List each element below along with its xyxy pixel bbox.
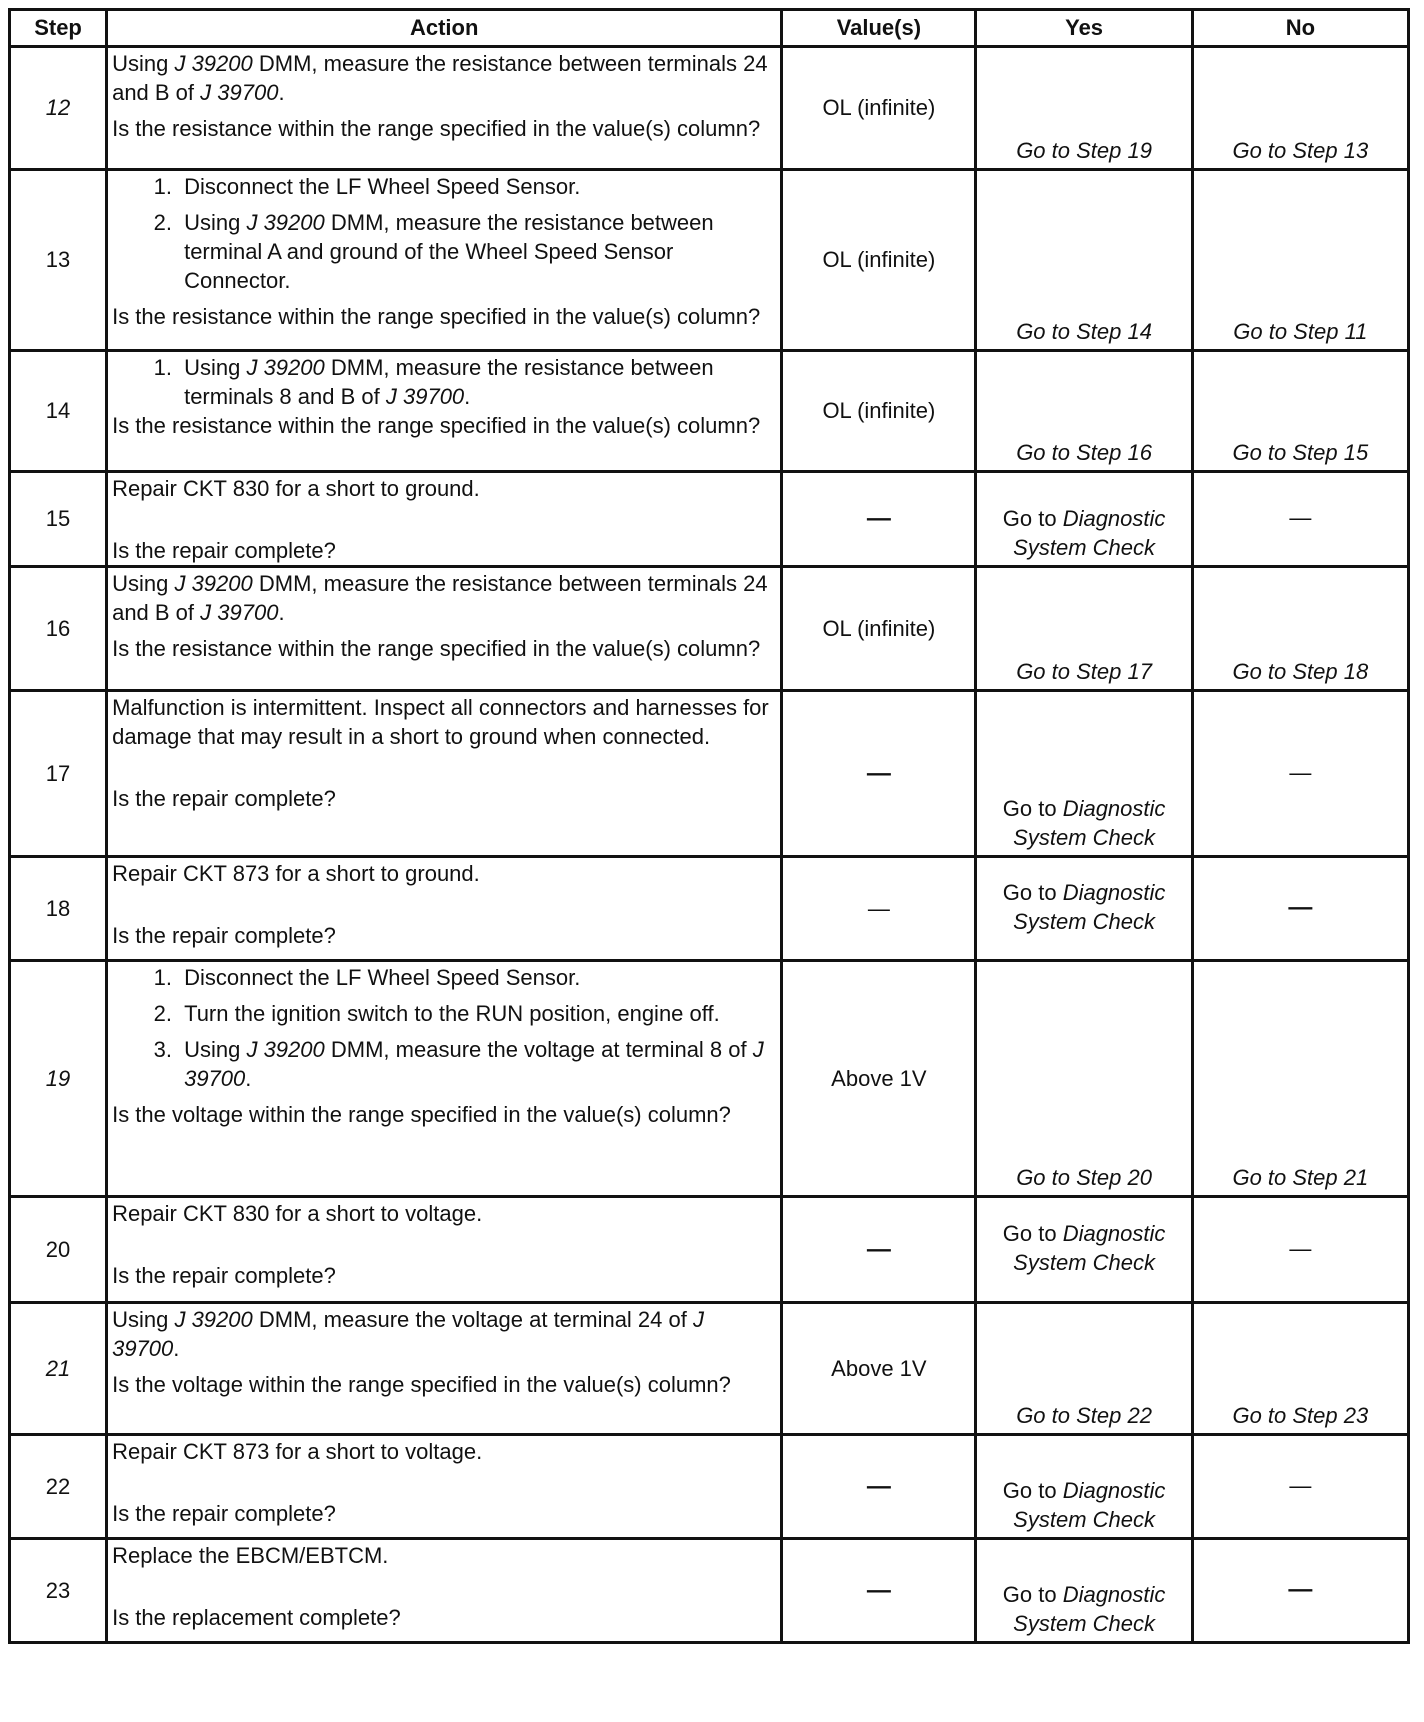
action-step: 1. Disconnect the LF Wheel Speed Sensor. (178, 963, 774, 992)
action-step: 3. Using J 39200 DMM, measure the voltage at terminal 8 of J 39700. (178, 1035, 774, 1093)
yes-cell: Go to Diagnostic System Check (976, 472, 1192, 567)
action-question: Is the resistance within the range specified in the value(s) column? (112, 636, 761, 661)
action-step: 1. Disconnect the LF Wheel Speed Sensor. (178, 172, 774, 201)
action-question: Is the resistance within the range specified in the value(s) column? (112, 116, 761, 141)
value-cell: — (782, 472, 976, 567)
action-question: Is the repair complete? (112, 1501, 336, 1526)
action-instruction: Using J 39200 DMM, measure the resistance between terminals 24 and B of J 39700. (112, 51, 768, 105)
yes-cell: Go to Step 20 (976, 961, 1192, 1197)
action-cell (107, 961, 782, 1197)
value-cell: — (782, 857, 976, 961)
no-cell: Go to Step 13 (1192, 47, 1408, 170)
no-cell: — (1192, 1197, 1408, 1303)
step-number: 22 (10, 1435, 107, 1539)
action-cell (107, 1197, 782, 1303)
no-cell: — (1192, 1539, 1408, 1643)
no-cell: Go to Step 18 (1192, 567, 1408, 691)
action-instruction: Using J 39200 DMM, measure the resistance between terminals 24 and B of J 39700. (112, 571, 768, 625)
action-cell (107, 691, 782, 857)
header-action: Action (107, 10, 782, 47)
value-cell: OL (infinite) (782, 351, 976, 472)
value-cell: OL (infinite) (782, 170, 976, 351)
header-row (10, 10, 1409, 47)
table-row (10, 1197, 1409, 1303)
no-cell: Go to Step 11 (1192, 170, 1408, 351)
action-steps (112, 353, 774, 411)
yes-cell: Go to Step 19 (976, 47, 1192, 170)
table-row (10, 1303, 1409, 1435)
step-number: 15 (10, 472, 107, 567)
yes-cell: Go to Diagnostic System Check (976, 1539, 1192, 1643)
yes-cell: Go to Step 17 (976, 567, 1192, 691)
table-row (10, 1435, 1409, 1539)
value-cell: — (782, 1435, 976, 1539)
yes-cell: Go to Step 22 (976, 1303, 1192, 1435)
action-instruction: Malfunction is intermittent. Inspect all connectors and harnesses for damage that may result in a short to ground when connected. (112, 695, 769, 749)
yes-cell: Go to Diagnostic System Check (976, 1197, 1192, 1303)
action-steps (112, 963, 774, 1093)
step-number: 19 (10, 961, 107, 1197)
value-cell: OL (infinite) (782, 47, 976, 170)
header-values: Value(s) (782, 10, 976, 47)
table-row (10, 567, 1409, 691)
action-question: Is the repair complete? (112, 1263, 336, 1288)
header-step: Step (10, 10, 107, 47)
no-cell: — (1192, 691, 1408, 857)
action-cell (107, 351, 782, 472)
step-number: 13 (10, 170, 107, 351)
action-instruction: Repair CKT 830 for a short to voltage. (112, 1201, 483, 1226)
action-instruction: Replace the EBCM/EBTCM. (112, 1543, 389, 1568)
table-row (10, 47, 1409, 170)
yes-cell: Go to Diagnostic System Check (976, 691, 1192, 857)
no-cell: — (1192, 857, 1408, 961)
table-row (10, 961, 1409, 1197)
value-cell: — (782, 1197, 976, 1303)
action-question: Is the voltage within the range specified in the value(s) column? (112, 1372, 731, 1397)
yes-cell: Go to Step 14 (976, 170, 1192, 351)
action-cell (107, 1435, 782, 1539)
action-question: Is the voltage within the range specified in the value(s) column? (112, 1102, 731, 1127)
action-question: Is the resistance within the range specified in the value(s) column? (112, 304, 761, 329)
action-question: Is the repair complete? (112, 923, 336, 948)
step-number: 21 (10, 1303, 107, 1435)
action-cell (107, 472, 782, 567)
header-no: No (1192, 10, 1408, 47)
step-number: 14 (10, 351, 107, 472)
step-number: 18 (10, 857, 107, 961)
no-cell: Go to Step 15 (1192, 351, 1408, 472)
value-cell: Above 1V (782, 1303, 976, 1435)
action-cell (107, 47, 782, 170)
action-instruction: Repair CKT 830 for a short to ground. (112, 476, 480, 501)
yes-cell: Go to Step 16 (976, 351, 1192, 472)
table-row (10, 472, 1409, 567)
action-cell (107, 1303, 782, 1435)
value-cell: — (782, 691, 976, 857)
diagnostic-page (8, 8, 1410, 1718)
step-number: 23 (10, 1539, 107, 1643)
action-question: Is the replacement complete? (112, 1605, 401, 1630)
yes-cell: Go to Diagnostic System Check (976, 1435, 1192, 1539)
step-number: 20 (10, 1197, 107, 1303)
step-number: 12 (10, 47, 107, 170)
header-yes: Yes (976, 10, 1192, 47)
diagnostic-table (8, 8, 1410, 1644)
action-step: 2. Turn the ignition switch to the RUN position, engine off. (178, 999, 774, 1028)
action-step: 2. Using J 39200 DMM, measure the resistance between terminal A and ground of the Wheel Speed Sensor Connector. (178, 208, 774, 295)
no-cell: Go to Step 21 (1192, 961, 1408, 1197)
value-cell: OL (infinite) (782, 567, 976, 691)
action-cell (107, 1539, 782, 1643)
action-step: 1. Using J 39200 DMM, measure the resistance between terminals 8 and B of J 39700. (178, 353, 774, 411)
no-cell: — (1192, 472, 1408, 567)
table-row (10, 351, 1409, 472)
action-cell (107, 857, 782, 961)
table-row (10, 1539, 1409, 1643)
action-question: Is the repair complete? (112, 538, 336, 563)
value-cell: — (782, 1539, 976, 1643)
action-instruction: Using J 39200 DMM, measure the voltage at terminal 24 of J 39700. (112, 1307, 704, 1361)
value-cell: Above 1V (782, 961, 976, 1197)
no-cell: Go to Step 23 (1192, 1303, 1408, 1435)
action-question: Is the resistance within the range specified in the value(s) column? (112, 413, 761, 438)
action-question: Is the repair complete? (112, 786, 336, 811)
step-number: 17 (10, 691, 107, 857)
action-instruction: Repair CKT 873 for a short to voltage. (112, 1439, 483, 1464)
table-row (10, 691, 1409, 857)
action-cell (107, 170, 782, 351)
action-steps (112, 172, 774, 295)
yes-cell: Go to Diagnostic System Check (976, 857, 1192, 961)
table-row (10, 170, 1409, 351)
step-number: 16 (10, 567, 107, 691)
no-cell: — (1192, 1435, 1408, 1539)
action-cell (107, 567, 782, 691)
action-instruction: Repair CKT 873 for a short to ground. (112, 861, 480, 886)
table-row (10, 857, 1409, 961)
